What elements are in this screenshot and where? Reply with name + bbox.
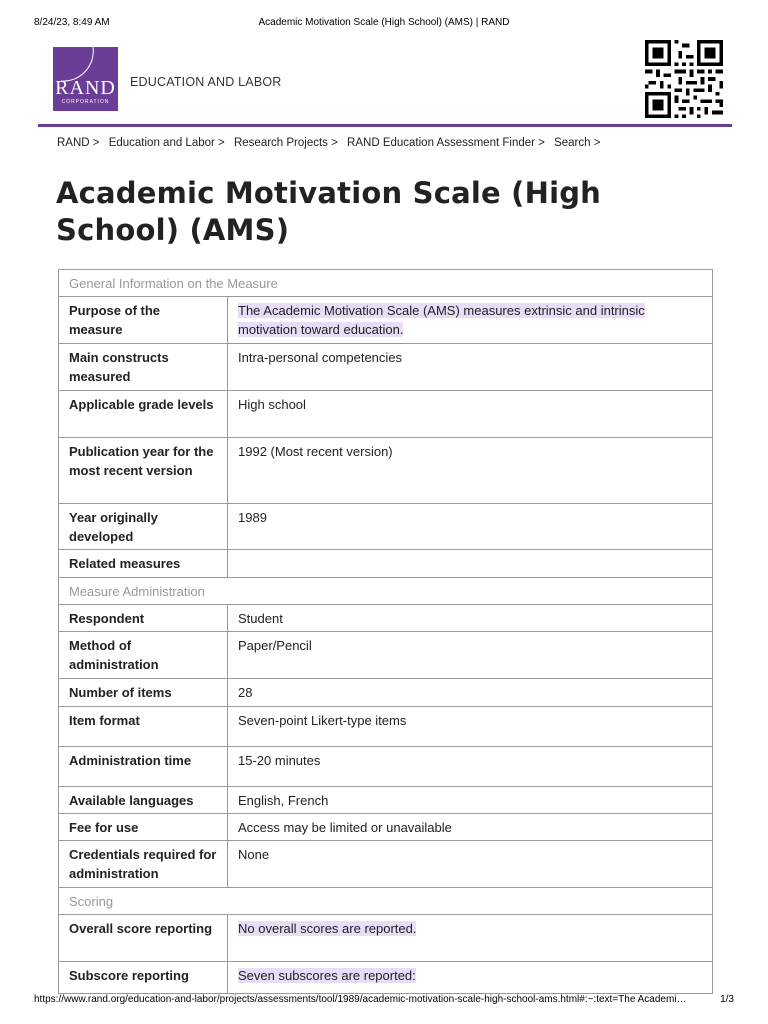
row-label: Fee for use xyxy=(59,814,228,841)
row-label: Overall score reporting xyxy=(59,915,228,962)
row-value xyxy=(228,550,713,578)
table-row xyxy=(59,632,713,679)
table-row xyxy=(59,504,713,550)
row-label: Available languages xyxy=(59,787,228,814)
row-label: Item format xyxy=(59,707,228,747)
section-title: Measure Administration xyxy=(59,578,713,605)
row-value: English, French xyxy=(228,787,713,814)
row-value: High school xyxy=(228,391,713,438)
row-value: 28 xyxy=(228,679,713,707)
section-title: Scoring xyxy=(59,888,713,915)
breadcrumb-assessment-finder[interactable]: RAND Education Assessment Finder > xyxy=(347,137,545,149)
table-row xyxy=(59,787,713,814)
logo-subtext: CORPORATION xyxy=(61,99,110,105)
row-value-highlighted: No overall scores are reported. xyxy=(238,921,417,936)
breadcrumb-research-projects[interactable]: Research Projects > xyxy=(233,137,338,149)
row-value-highlighted: The Academic Motivation Scale (AMS) measures extrinsic and intrinsic motivation toward education. xyxy=(238,303,645,337)
row-value-highlighted: Seven subscores are reported: xyxy=(238,968,416,983)
row-label: Credentials required for administration xyxy=(59,841,228,888)
row-value: Intra-personal competencies xyxy=(228,344,713,391)
table-row xyxy=(59,679,713,707)
breadcrumb-search[interactable]: Search > xyxy=(554,137,601,149)
print-header xyxy=(0,17,768,31)
breadcrumb-rand[interactable]: RAND > xyxy=(57,137,100,149)
row-label: Publication year for the most recent version xyxy=(59,438,228,504)
measure-info-table xyxy=(58,269,713,994)
page-url: https://www.rand.org/education-and-labor/projects/assessments/tool/1989/academic-motivation-scale-high-school-ams.html#:~:text=The Academi… xyxy=(34,994,687,1005)
unit-label[interactable]: EDUCATION AND LABOR xyxy=(130,75,282,89)
row-label: Method of administration xyxy=(59,632,228,679)
table-row xyxy=(59,814,713,841)
header-divider xyxy=(38,124,732,127)
section-header xyxy=(59,270,713,297)
table-row xyxy=(59,344,713,391)
table-row xyxy=(59,707,713,747)
page-number: 1/3 xyxy=(720,994,734,1005)
qr-code-icon xyxy=(643,40,725,118)
page-title: Academic Motivation Scale (High School) (AMS) xyxy=(56,176,602,247)
row-label: Main constructs measured xyxy=(59,344,228,391)
section-header xyxy=(59,888,713,915)
print-page-title: Academic Motivation Scale (High School) (AMS) | RAND xyxy=(258,17,510,28)
row-label: Respondent xyxy=(59,605,228,632)
breadcrumb-education-and-labor[interactable]: Education and Labor > xyxy=(108,137,225,149)
row-value: 15-20 minutes xyxy=(228,747,713,787)
row-label: Applicable grade levels xyxy=(59,391,228,438)
table-row xyxy=(59,297,713,344)
row-value: None xyxy=(228,841,713,888)
section-title: General Information on the Measure xyxy=(59,270,713,297)
table-row xyxy=(59,605,713,632)
row-label: Number of items xyxy=(59,679,228,707)
logo-text: RAND xyxy=(55,77,116,99)
section-header xyxy=(59,578,713,605)
table-row xyxy=(59,747,713,787)
row-label: Year originally developed xyxy=(59,504,228,550)
table-row xyxy=(59,841,713,888)
table-row xyxy=(59,915,713,962)
table-row xyxy=(59,550,713,578)
table-row xyxy=(59,438,713,504)
table-row xyxy=(59,962,713,994)
row-value: 1992 (Most recent version) xyxy=(228,438,713,504)
print-footer xyxy=(0,994,768,1008)
row-value: 1989 xyxy=(228,504,713,550)
rand-logo[interactable] xyxy=(53,47,118,111)
row-value: Student xyxy=(228,605,713,632)
print-date: 8/24/23, 8:49 AM xyxy=(34,17,110,28)
row-label: Subscore reporting xyxy=(59,962,228,994)
row-label: Administration time xyxy=(59,747,228,787)
table-row xyxy=(59,391,713,438)
row-value: Paper/Pencil xyxy=(228,632,713,679)
breadcrumb xyxy=(57,137,606,149)
row-value: Access may be limited or unavailable xyxy=(228,814,713,841)
row-label: Purpose of the measure xyxy=(59,297,228,344)
row-label: Related measures xyxy=(59,550,228,578)
row-value: Seven-point Likert-type items xyxy=(228,707,713,747)
